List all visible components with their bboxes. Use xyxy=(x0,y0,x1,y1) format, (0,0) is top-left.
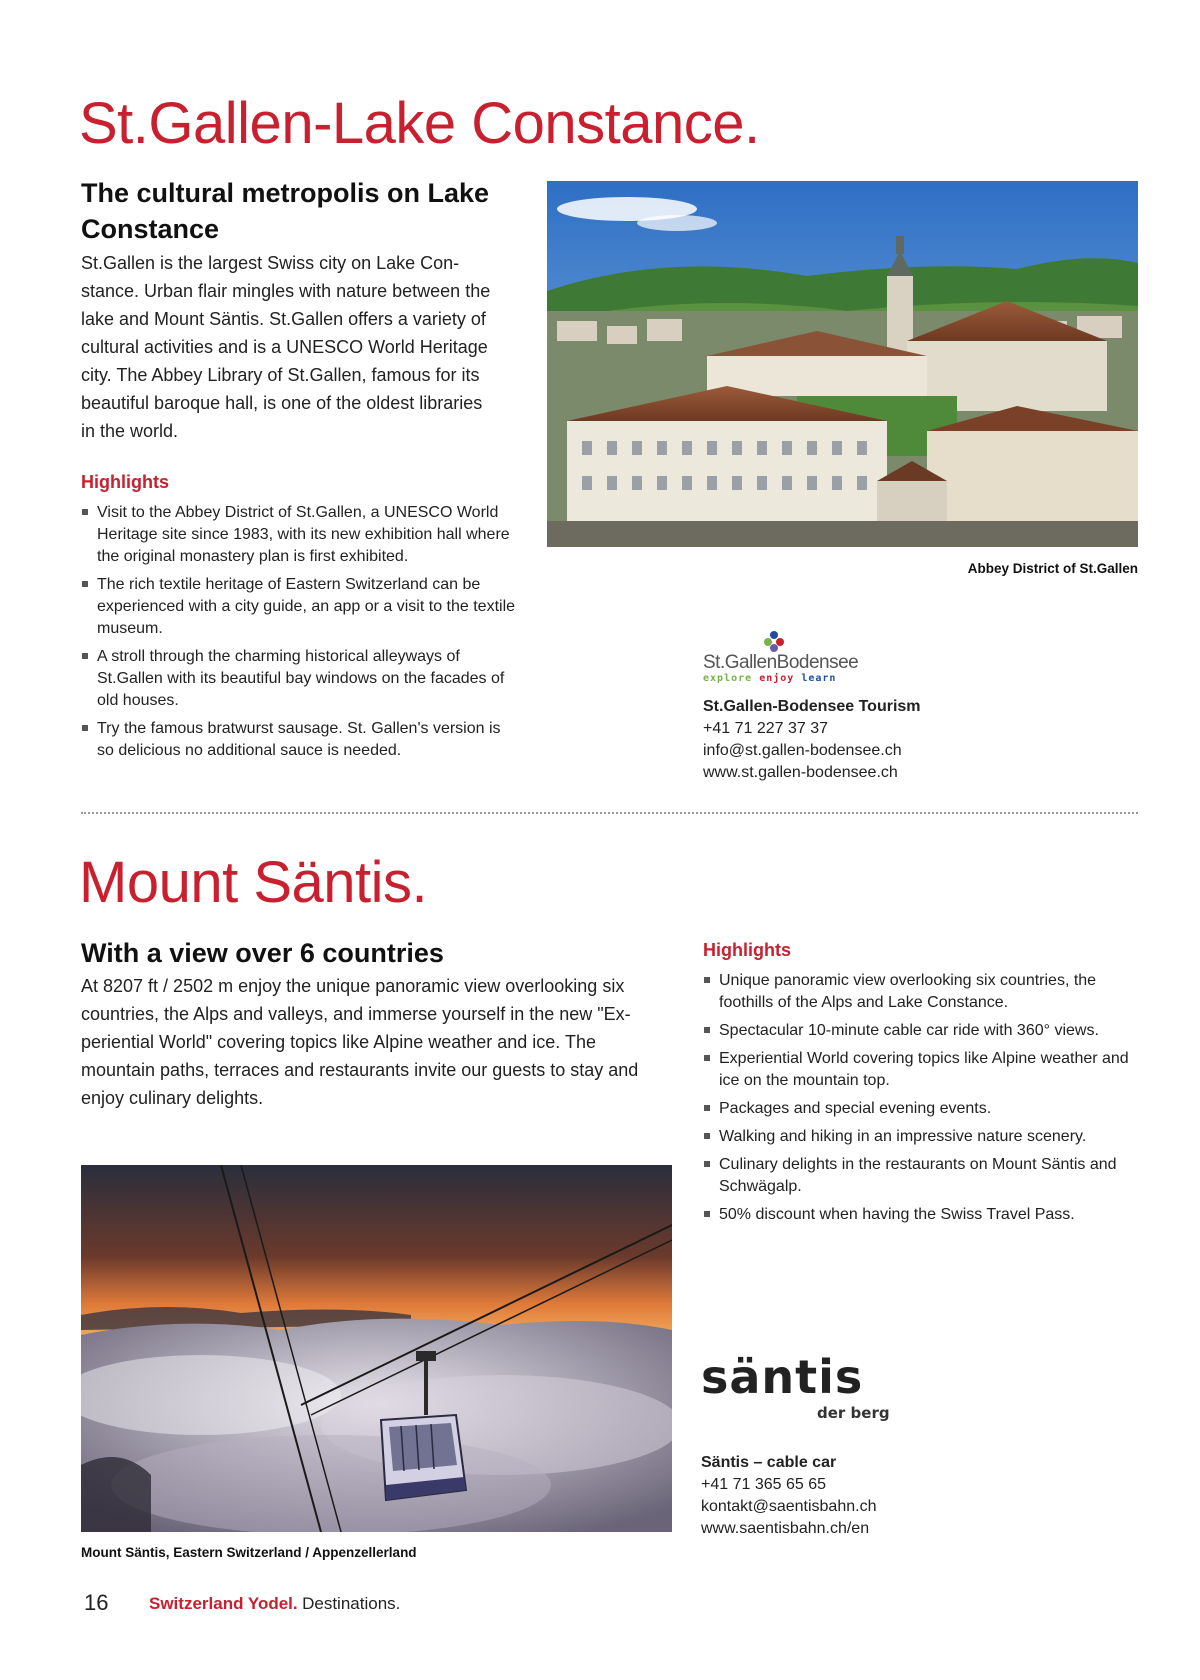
footer-section: Destinations. xyxy=(302,1594,401,1613)
section1-title: St.Gallen-Lake Constance. xyxy=(79,91,760,156)
logo-tagline xyxy=(703,673,836,684)
body-line: At 8207 ft / 2502 m enjoy the unique panoramic view overlooking six xyxy=(81,976,625,996)
section1-body xyxy=(81,249,541,445)
contact-phone: +41 71 365 65 65 xyxy=(701,1476,827,1493)
page-number: 16 xyxy=(84,1590,109,1615)
body-line: city. The Abbey Library of St.Gallen, famous for its xyxy=(81,365,480,385)
section1-image-caption: Abbey District of St.Gallen xyxy=(967,561,1138,576)
body-line: lake and Mount Säntis. St.Gallen offers a variety of xyxy=(81,309,486,329)
list-item: Unique panoramic view overlooking six countries, the foothills of the Alps and Lake Constance. xyxy=(703,970,1143,1014)
body-line: periential World" covering topics like Alpine weather and ice. The xyxy=(81,1032,597,1052)
abbey-district-photo xyxy=(547,181,1138,547)
section2-highlights-title: Highlights xyxy=(703,940,791,960)
list-item: Visit to the Abbey District of St.Gallen, a UNESCO World Heritage site since 1983, with its new exhibition hall where the original monastery plan is first exhibited. xyxy=(81,502,521,568)
list-item: A stroll through the charming historical alleyways of St.Gallen with its beautiful bay windows on the facades of old houses. xyxy=(81,646,521,712)
list-item: Spectacular 10-minute cable car ride with 360° views. xyxy=(703,1020,1143,1042)
logo-tag-explore: explore xyxy=(703,673,753,684)
section2-title: Mount Säntis. xyxy=(79,850,428,915)
body-line: enjoy culinary delights. xyxy=(81,1088,264,1108)
footer-branding xyxy=(149,1594,400,1614)
footer-brand: Switzerland Yodel. xyxy=(149,1594,298,1613)
contact-website[interactable]: www.saentisbahn.ch/en xyxy=(701,1520,870,1537)
section1-highlights-list xyxy=(81,502,521,768)
cable-car-photo xyxy=(81,1165,672,1532)
contact-name: St.Gallen-Bodensee Tourism xyxy=(703,698,921,715)
list-item: Try the famous bratwurst sausage. St. Gallen's version is so delicious no additional sauce is needed. xyxy=(81,718,521,762)
section1-highlights-title: Highlights xyxy=(81,472,169,492)
section2-highlights-list xyxy=(703,970,1143,1232)
contact-name: Säntis – cable car xyxy=(701,1454,837,1471)
section2-subtitle: With a view over 6 countries xyxy=(81,938,444,968)
list-item: Packages and special evening events. xyxy=(703,1098,1143,1120)
logo-tag-enjoy: enjoy xyxy=(759,673,795,684)
section2-image-caption: Mount Säntis, Eastern Switzerland / Appenzellerland xyxy=(81,1545,417,1560)
abbey-photo-illustration xyxy=(547,181,1138,547)
contact-phone: +41 71 227 37 37 xyxy=(703,720,829,737)
section1-subtitle: The cultural metropolis on Lake Constance xyxy=(81,178,490,244)
body-line: in the world. xyxy=(81,421,179,441)
body-line: countries, the Alps and valleys, and immerse yourself in the new "Ex- xyxy=(81,1004,631,1024)
list-item: The rich textile heritage of Eastern Switzerland can be experienced with a city guide, an app or a visit to the textile museum. xyxy=(81,574,521,640)
body-line: mountain paths, terraces and restaurants invite our guests to stay and xyxy=(81,1060,639,1080)
section2-body xyxy=(81,972,681,1112)
cable-car-illustration xyxy=(81,1165,672,1532)
saentis-logo-wordmark: säntis xyxy=(701,1350,864,1404)
section2-contact xyxy=(701,1452,1131,1540)
logo-dots-icon xyxy=(763,630,785,652)
contact-website[interactable]: www.st.gallen-bodensee.ch xyxy=(703,764,898,781)
section1-contact xyxy=(703,696,1133,784)
contact-email[interactable]: info@st.gallen-bodensee.ch xyxy=(703,742,902,759)
body-line: beautiful baroque hall, is one of the oldest libraries xyxy=(81,393,483,413)
section-divider xyxy=(81,812,1138,814)
logo-tag-learn: learn xyxy=(801,673,837,684)
saentis-logo-tagline: der berg xyxy=(817,1404,890,1422)
saentis-logo xyxy=(701,1352,901,1427)
list-item: Culinary delights in the restaurants on Mount Säntis and Schwägalp. xyxy=(703,1154,1143,1198)
body-line: cultural activities and is a UNESCO World Heritage xyxy=(81,337,488,357)
contact-email[interactable]: kontakt@saentisbahn.ch xyxy=(701,1498,877,1515)
list-item: 50% discount when having the Swiss Travel Pass. xyxy=(703,1204,1143,1226)
logo-wordmark: St.GallenBodensee xyxy=(703,652,859,673)
body-line: St.Gallen is the largest Swiss city on Lake Con- xyxy=(81,253,460,273)
list-item: Walking and hiking in an impressive nature scenery. xyxy=(703,1126,1143,1148)
stgallen-bodensee-logo xyxy=(703,630,863,682)
list-item: Experiential World covering topics like Alpine weather and ice on the mountain top. xyxy=(703,1048,1143,1092)
body-line: stance. Urban flair mingles with nature between the xyxy=(81,281,491,301)
